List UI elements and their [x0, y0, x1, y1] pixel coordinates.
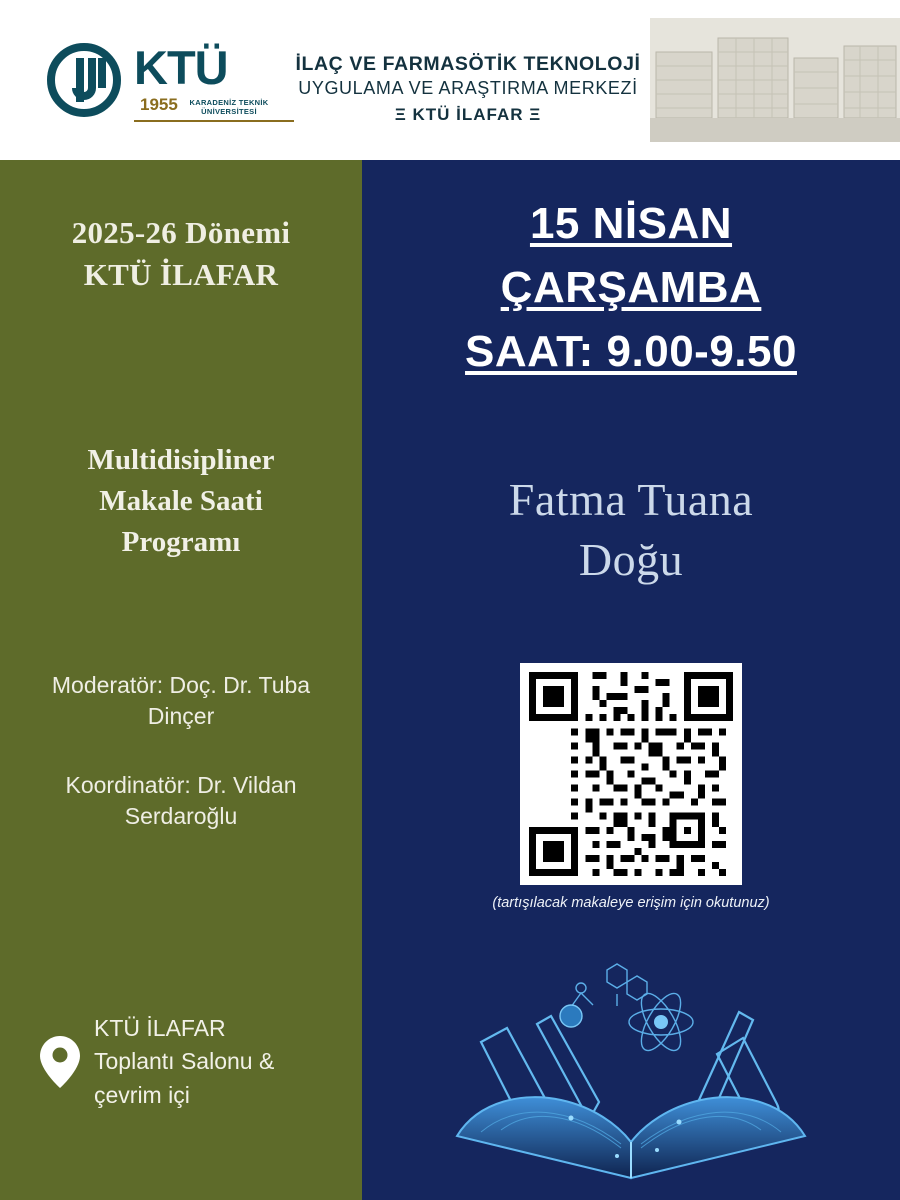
program-title-line1: Multidisipliner	[87, 444, 275, 476]
logo-university-name: KARADENİZ TEKNİK ÜNİVERSİTESİ	[189, 98, 269, 117]
poster-body	[0, 160, 900, 1200]
venue-line2: Toplantı Salonu &	[94, 1048, 275, 1075]
center-title-line2: UYGULAMA VE ARAŞTIRMA MERKEZİ	[298, 78, 638, 99]
speaker-name	[362, 470, 900, 590]
venue-block	[0, 1012, 362, 1112]
ktu-emblem-icon	[46, 42, 130, 120]
date-time-block	[362, 192, 900, 383]
location-pin-icon	[34, 1034, 86, 1090]
logo-year: 1955	[140, 95, 178, 114]
center-title-line1: İLAÇ VE FARMASÖTİK TEKNOLOJİ	[295, 53, 641, 75]
coordinator-text: Koordinatör: Dr. Vildan Serdaroğlu	[65, 772, 297, 830]
venue-text	[86, 1012, 274, 1112]
center-title-block	[278, 52, 658, 126]
program-title-line2: Makale Saati	[99, 485, 263, 518]
right-column	[362, 160, 900, 1200]
logo-acronym: KTÜ	[134, 41, 228, 94]
date-line2: ÇARŞAMBA	[500, 262, 762, 312]
term-line1: 2025-26 Dönemi	[71, 215, 291, 250]
qr-code[interactable]	[520, 663, 742, 885]
moderator-text: Moderatör: Doç. Dr. Tuba Dinçer	[51, 672, 311, 730]
venue-line3: çevrim içi	[94, 1081, 190, 1108]
date-line1: 15 NİSAN	[529, 199, 733, 248]
ktu-logo	[46, 40, 269, 126]
logo-divider	[134, 120, 294, 122]
left-column	[0, 160, 362, 1200]
qr-caption: (tartışılacak makaleye erişim için okutunuz)	[492, 895, 770, 911]
speaker-line2: Doğu	[578, 533, 684, 585]
people-block	[0, 670, 362, 870]
speaker-line1: Fatma Tuana	[508, 474, 754, 525]
program-title-line3: Programı	[121, 526, 241, 559]
open-book-science-illustration	[421, 950, 841, 1190]
term-block	[0, 212, 362, 296]
center-title-line3: Ξ KTÜ İLAFAR Ξ	[394, 104, 542, 124]
campus-building-photo	[650, 18, 900, 142]
term-line2: KTÜ İLAFAR	[83, 256, 279, 292]
qr-wrapper	[362, 663, 900, 885]
venue-line1: KTÜ İLAFAR	[94, 1014, 226, 1041]
program-title	[0, 440, 362, 564]
date-line3: SAAT: 9.00-9.50	[465, 326, 797, 376]
poster-header	[0, 0, 900, 160]
